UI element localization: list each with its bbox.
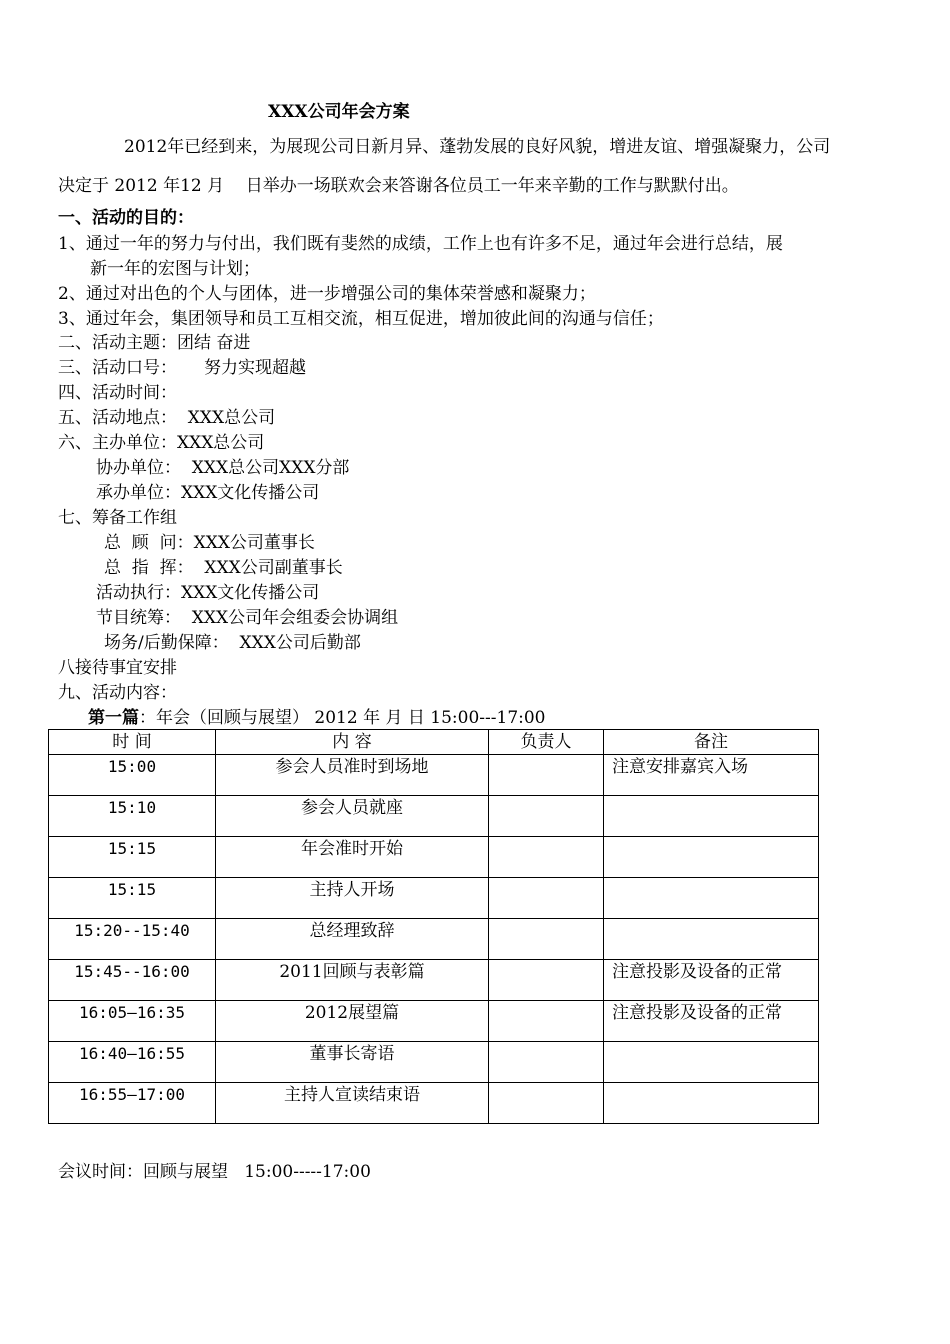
part-one-heading [88,706,546,730]
logistics-support: 场务/后勤保障： XXX公司后勤部 [104,633,361,653]
table-row [49,755,819,796]
row-note [604,1042,819,1083]
co-host-unit: 协办单位： XXX总公司XXX分部 [96,458,350,478]
meeting-time: 会议时间：回顾与展望 15:00-----17:00 [58,1162,371,1182]
row-owner [489,1001,604,1042]
row-content: 参会人员就座 [216,796,489,837]
row-time: 15:10 [49,796,216,837]
row-note [604,1083,819,1124]
header-note: 备注 [604,730,819,755]
row-note [604,837,819,878]
activity-slogan: 三、活动口号： 努力实现超越 [58,358,307,378]
organizer-unit: 承办单位：XXX文化传播公司 [96,483,320,503]
purpose-item-1-continued: 新一年的宏图与计划； [90,259,260,279]
table-row [49,919,819,960]
row-content: 董事长寄语 [216,1042,489,1083]
program-coordinator: 节目统筹： XXX公司年会组委会协调组 [96,608,399,628]
row-content: 主持人宣读结束语 [216,1083,489,1124]
section-preparation: 七、筹备工作组 [58,508,177,528]
table-row [49,960,819,1001]
row-time: 15:00 [49,755,216,796]
activity-time: 四、活动时间： [58,383,177,403]
row-owner [489,1042,604,1083]
row-time: 15:15 [49,878,216,919]
part-one-label: 第一篇 [88,708,139,728]
row-note: 注意投影及设备的正常 [604,1001,819,1042]
schedule-table [48,729,819,1124]
row-content: 总经理致辞 [216,919,489,960]
purpose-item-3: 3、通过年会，集团领导和员工互相交流，相互促进，增加彼此间的沟通与信任； [58,309,664,329]
general-advisor: 总 顾 问：XXX公司董事长 [104,533,315,553]
part-one-detail: ：年会（回顾与展望） 2012 年 月 日 15:00---17:00 [139,708,546,728]
activity-executor: 活动执行：XXX文化传播公司 [96,583,320,603]
table-row [49,1001,819,1042]
header-content: 内 容 [216,730,489,755]
table-row [49,837,819,878]
document-title: XXX公司年会方案 [268,102,410,122]
row-time: 16:40—16:55 [49,1042,216,1083]
row-note [604,878,819,919]
row-owner [489,878,604,919]
row-owner [489,960,604,1001]
activity-theme: 二、活动主题：团结 奋进 [58,333,251,353]
row-time: 15:15 [49,837,216,878]
table-row [49,878,819,919]
row-note [604,796,819,837]
header-time: 时 间 [49,730,216,755]
general-commander: 总 指 挥： XXX公司副董事长 [104,558,343,578]
row-owner [489,796,604,837]
intro-line-2: 决定于 2012 年12 月 日举办一场联欢会来答谢各位员工一年来辛勤的工作与默默付出。 [58,176,739,196]
row-time: 15:45--16:00 [49,960,216,1001]
section-reception: 八接待事宜安排 [58,658,177,678]
row-owner [489,755,604,796]
section-content: 九、活动内容： [58,683,177,703]
table-header-row [49,730,819,755]
intro-line-1: 2012年已经到来，为展现公司日新月异、蓬勃发展的良好风貌，增进友谊、增强凝聚力，公司 [124,137,831,157]
row-time: 16:55—17:00 [49,1083,216,1124]
table-row [49,1042,819,1083]
row-owner [489,919,604,960]
row-content: 年会准时开始 [216,837,489,878]
row-content: 2011回顾与表彰篇 [216,960,489,1001]
section-purpose-heading: 一、活动的目的： [58,208,194,228]
row-content: 主持人开场 [216,878,489,919]
host-unit: 六、主办单位：XXX总公司 [58,433,265,453]
header-owner: 负责人 [489,730,604,755]
row-content: 参会人员准时到场地 [216,755,489,796]
row-note [604,919,819,960]
activity-venue: 五、活动地点： XXX总公司 [58,408,276,428]
purpose-item-1: 1、通过一年的努力与付出，我们既有斐然的成绩，工作上也有许多不足，通过年会进行总结，展 [58,234,783,254]
row-time: 15:20--15:40 [49,919,216,960]
row-owner [489,837,604,878]
table-row [49,1083,819,1124]
purpose-item-2: 2、通过对出色的个人与团体，进一步增强公司的集体荣誉感和凝聚力； [58,284,596,304]
row-owner [489,1083,604,1124]
row-note: 注意投影及设备的正常 [604,960,819,1001]
row-note: 注意安排嘉宾入场 [604,755,819,796]
row-time: 16:05—16:35 [49,1001,216,1042]
table-row [49,796,819,837]
row-content: 2012展望篇 [216,1001,489,1042]
